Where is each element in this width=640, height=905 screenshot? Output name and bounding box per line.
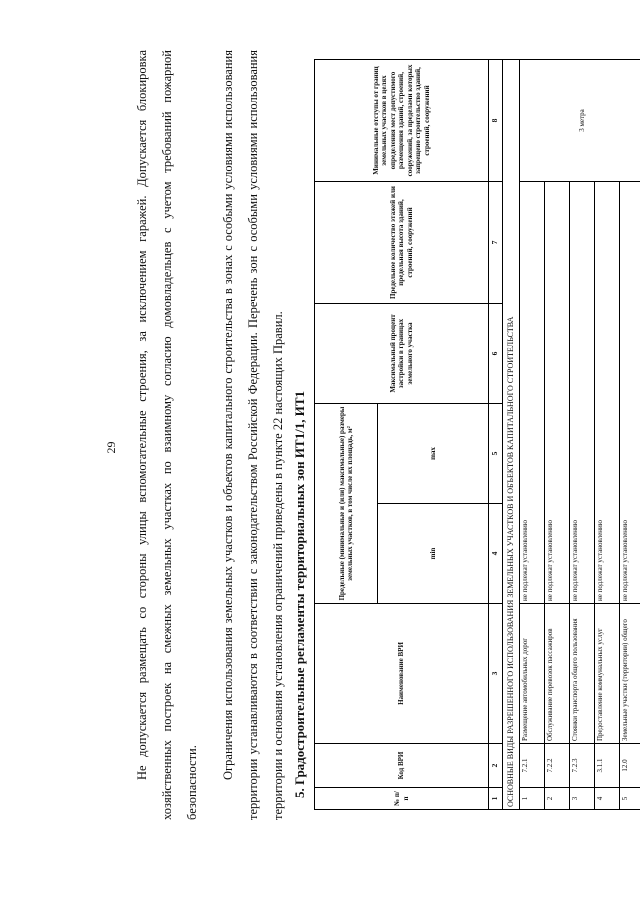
row-sizes: не подлежат установлению <box>570 182 595 604</box>
row-code: 3.1.1 <box>595 744 620 788</box>
rotated-page <box>30 25 629 870</box>
col-number: 1 <box>489 788 503 810</box>
col-header-name: Наименование ВРИ <box>315 604 489 744</box>
row-sizes: не подлежат установлению <box>595 182 620 604</box>
section-row <box>503 60 520 810</box>
row-name: Стоянки транспорта общего пользования <box>570 604 595 744</box>
col-number: 6 <box>489 304 503 404</box>
col-number: 4 <box>489 504 503 604</box>
row-num: 5 <box>620 788 640 810</box>
row-num: 4 <box>595 788 620 810</box>
row-sizes: не подлежат установлению <box>620 182 640 604</box>
section-title: ОСНОВНЫЕ ВИДЫ РАЗРЕШЕННОГО ИСПОЛЬЗОВАНИЯ ЗЕМЕЛЬНЫХ УЧАСТКОВ И ОБЪЕКТОВ КАПИТАЛЬНОГО СТРОИТЕЛЬСТВА <box>503 60 520 810</box>
page-number: 29 <box>104 441 118 454</box>
col-header-floors: Предельное количество этажей или предельная высота зданий, строений, сооружений <box>315 182 489 304</box>
regulations-table <box>314 59 640 810</box>
col-number: 8 <box>489 60 503 182</box>
paragraph-outbuildings: Не допускается размещать со стороны улицы вспомогательные строения, за исключением гаражей. Допускается блокировка хозяйственных построек на смежных земельных участках по взаимному согласию домовладельцев с учетом требований пожарной безопасности. <box>135 50 199 820</box>
col-header-sizes: Предельные (минимальные и (или) максимальные) размеры земельных участков, в том числе их площадь, м² <box>315 404 378 604</box>
col-header-num: № п/п <box>315 788 489 810</box>
col-number: 2 <box>489 744 503 788</box>
col-number: 7 <box>489 182 503 304</box>
table-row <box>520 60 545 810</box>
section-heading: 5. Градостроительные регламенты территориальных зон ИТ1/1, ИТ1 <box>292 391 307 798</box>
row-num: 2 <box>545 788 570 810</box>
col-header-max: max <box>378 404 489 504</box>
row-code: 7.2.1 <box>520 744 545 788</box>
row-num: 1 <box>520 788 545 810</box>
row-code: 7.2.3 <box>570 744 595 788</box>
row-name: Обслуживание перевозок пассажиров <box>545 604 570 744</box>
col-header-code: Код ВРИ <box>315 744 489 788</box>
col-number: 3 <box>489 604 503 744</box>
col-header-setbacks: Минимальные отступы от границ земельных участков в целях определения мест допустимого размещения зданий, строений, сооружений, за пределами которых запрещено строительство зданий, строений, сооружений <box>315 60 489 182</box>
row-code: 7.2.2 <box>545 744 570 788</box>
row-sizes: не подлежат установлению <box>520 182 545 604</box>
paragraph-restrictions: Ограничения использования земельных участков и объектов капитального строительства в зонах с особыми условиями использования территории устанавливаются в соответствии с законодательством Российской Федерации. Перечень зон с особыми условиями использования территории и основания установления ограничений приведены в пункте 22 настоящих Правил. <box>221 50 285 820</box>
col-number: 5 <box>489 404 503 504</box>
setback-value: 3 метра <box>520 60 640 182</box>
row-sizes: не подлежат установлению <box>545 182 570 604</box>
row-name: Размещение автомобильных дорог <box>520 604 545 744</box>
row-name: Земельные участки (территории) общего <box>620 604 640 744</box>
row-code: 12.0 <box>620 744 640 788</box>
col-header-percent: Максимальный процент застройки в границах земельного участка <box>315 304 489 404</box>
row-num: 3 <box>570 788 595 810</box>
table-header-row <box>315 60 378 810</box>
col-header-min: min <box>378 504 489 604</box>
row-name: Предоставление коммунальных услуг <box>595 604 620 744</box>
column-numbers-row <box>489 60 503 810</box>
